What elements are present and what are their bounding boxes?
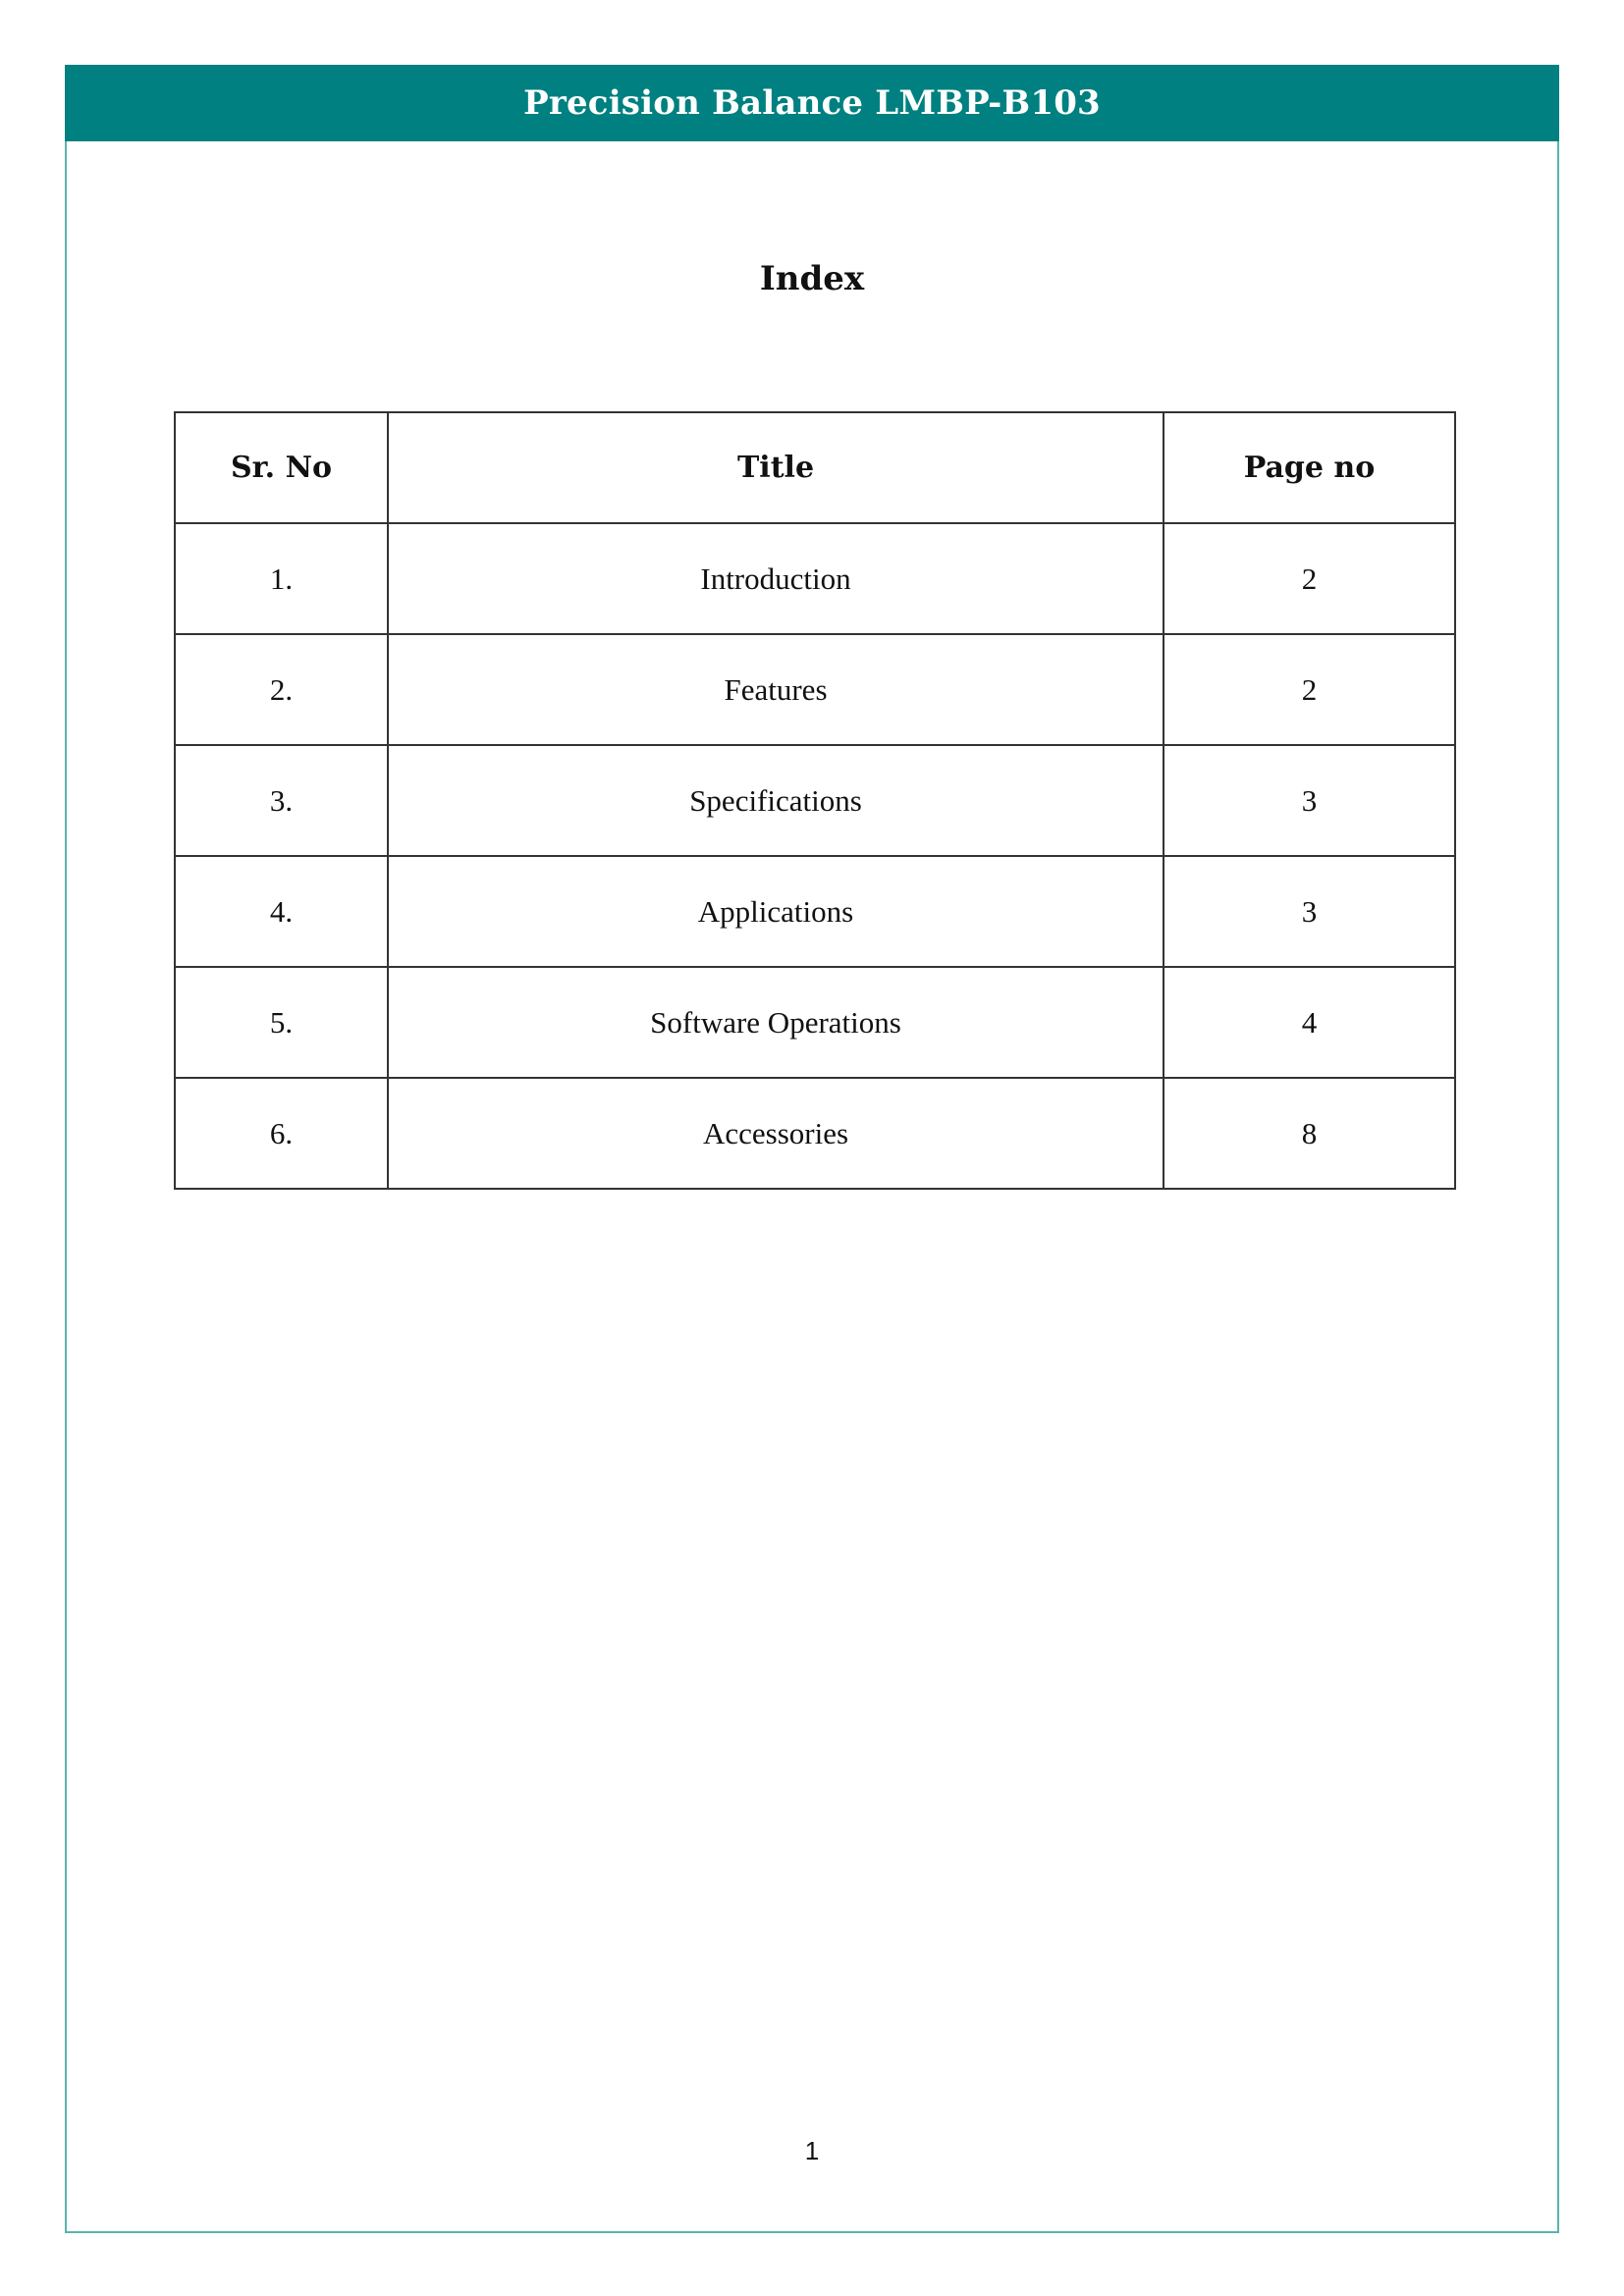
column-header-title: Title [388, 412, 1164, 523]
page-no-cell: 2 [1164, 634, 1455, 745]
table-row [175, 745, 1455, 856]
title-cell: Introduction [388, 523, 1164, 634]
table-row [175, 634, 1455, 745]
title-cell: Software Operations [388, 967, 1164, 1078]
page-no-cell: 4 [1164, 967, 1455, 1078]
sr-no-cell: 5. [175, 967, 388, 1078]
page-no-cell: 8 [1164, 1078, 1455, 1189]
title-cell: Specifications [388, 745, 1164, 856]
sr-no-cell: 3. [175, 745, 388, 856]
table-row [175, 967, 1455, 1078]
header-bar [65, 65, 1559, 141]
table-row [175, 523, 1455, 634]
index-heading: Index [759, 259, 865, 298]
sr-no-cell: 2. [175, 634, 388, 745]
column-header-sr-no: Sr. No [175, 412, 388, 523]
column-header-page-no: Page no [1164, 412, 1455, 523]
title-cell: Applications [388, 856, 1164, 967]
page-no-cell: 3 [1164, 856, 1455, 967]
page-no-cell: 2 [1164, 523, 1455, 634]
table-row [175, 1078, 1455, 1189]
sr-no-cell: 6. [175, 1078, 388, 1189]
page-no-cell: 3 [1164, 745, 1455, 856]
table-row [175, 856, 1455, 967]
page-number: 1 [804, 2136, 820, 2165]
index-table [174, 411, 1456, 1190]
title-cell: Features [388, 634, 1164, 745]
title-cell: Accessories [388, 1078, 1164, 1189]
document-title: Precision Balance LMBP-B103 [523, 83, 1101, 123]
table-header-row [175, 412, 1455, 523]
sr-no-cell: 4. [175, 856, 388, 967]
sr-no-cell: 1. [175, 523, 388, 634]
